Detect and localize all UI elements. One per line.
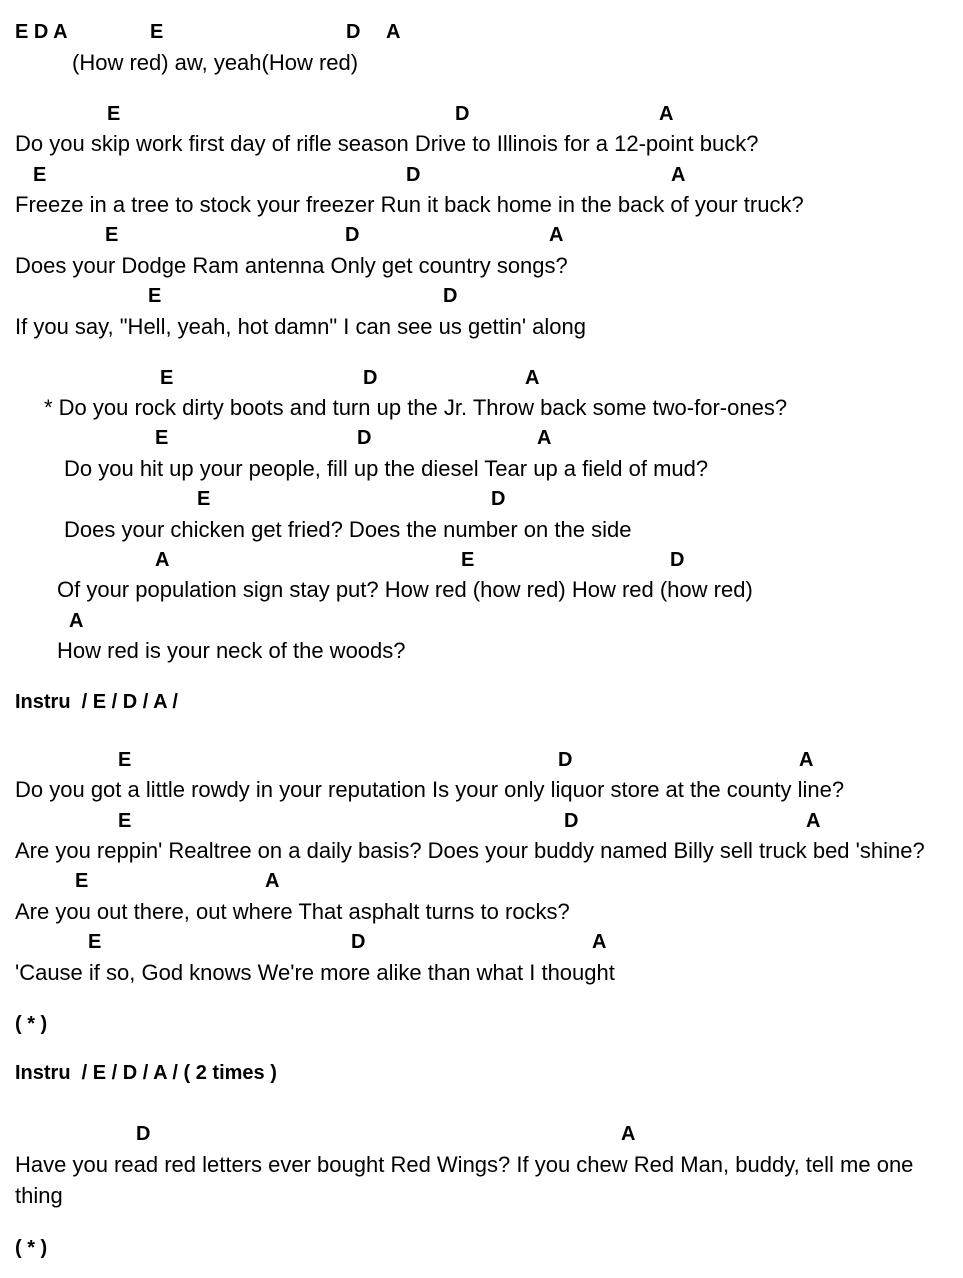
lyric-line: If you say, "Hell, yeah, hot damn" I can see us gettin' along (15, 314, 586, 339)
chord: A (525, 367, 540, 389)
chord: A (806, 810, 821, 832)
chord: E (197, 488, 211, 510)
instrumental-line: Instru / E / D / A / (15, 691, 178, 713)
lyric-line: Freeze in a tree to stock your freezer Run it back home in the back of your truck? (15, 192, 804, 217)
chord: A (155, 549, 170, 571)
lyric-line: Are you out there, out where That asphalt turns to rocks? (15, 899, 570, 924)
lyric-line: Do you hit up your people, fill up the diesel Tear up a field of mud? (64, 456, 709, 481)
chord: D (491, 488, 506, 510)
lyric-line: How red is your neck of the woods? (57, 638, 406, 663)
chord: D (670, 549, 685, 571)
chord: D (443, 285, 458, 307)
chord: A (386, 21, 401, 43)
chord: E (105, 224, 119, 246)
chord: A (621, 1123, 636, 1145)
chord: D (346, 21, 361, 43)
chorus-repeat-marker: ( * ) (15, 1237, 48, 1259)
chord: A (799, 749, 814, 771)
instrumental-line: Instru / E / D / A / ( 2 times ) (15, 1062, 277, 1084)
lyric-line: Of your population sign stay put? How red (how red) How red (how red) (57, 577, 753, 602)
chord: A (69, 610, 84, 632)
chord: E (118, 810, 132, 832)
chord: D (558, 749, 573, 771)
chord: A (659, 103, 674, 125)
chord: E D A (15, 21, 68, 43)
chord: E (160, 367, 174, 389)
chord: E (155, 427, 169, 449)
lyric-line: Do you got a little rowdy in your reputation Is your only liquor store at the county line? (15, 777, 845, 802)
chord: E (148, 285, 162, 307)
chord: A (549, 224, 564, 246)
lyric-line: Are you reppin' Realtree on a daily basis? Does your buddy named Billy sell truck bed 'shine? (15, 838, 925, 863)
chord: D (455, 103, 470, 125)
chord: D (357, 427, 372, 449)
chord: D (345, 224, 360, 246)
chord: D (351, 931, 366, 953)
chord: A (265, 870, 280, 892)
lyric-line: * Do you rock dirty boots and turn up the Jr. Throw back some two-for-ones? (44, 395, 788, 420)
lyric-line: Does your Dodge Ram antenna Only get country songs? (15, 253, 568, 278)
chord: A (671, 164, 686, 186)
chord: D (363, 367, 378, 389)
chord: E (461, 549, 475, 571)
lyric-line: thing (15, 1183, 63, 1208)
chord: E (150, 21, 164, 43)
lyric-line: Have you read red letters ever bought Red Wings? If you chew Red Man, buddy, tell me one (15, 1152, 914, 1177)
lyric-line: 'Cause if so, God knows We're more alike than what I thought (15, 960, 615, 985)
chord: A (592, 931, 607, 953)
chorus-repeat-marker: ( * ) (15, 1013, 48, 1035)
chord: E (118, 749, 132, 771)
lyric-line: Do you skip work first day of rifle season Drive to Illinois for a 12-point buck? (15, 131, 759, 156)
lyric-line: Does your chicken get fried? Does the number on the side (64, 517, 632, 542)
chord: D (564, 810, 579, 832)
lyric-line: (How red) aw, yeah(How red) (72, 50, 359, 75)
chord: E (107, 103, 121, 125)
chord: E (88, 931, 102, 953)
chord: A (537, 427, 552, 449)
chord: E (75, 870, 89, 892)
chord: E (33, 164, 47, 186)
chord: D (406, 164, 421, 186)
chord: D (136, 1123, 151, 1145)
